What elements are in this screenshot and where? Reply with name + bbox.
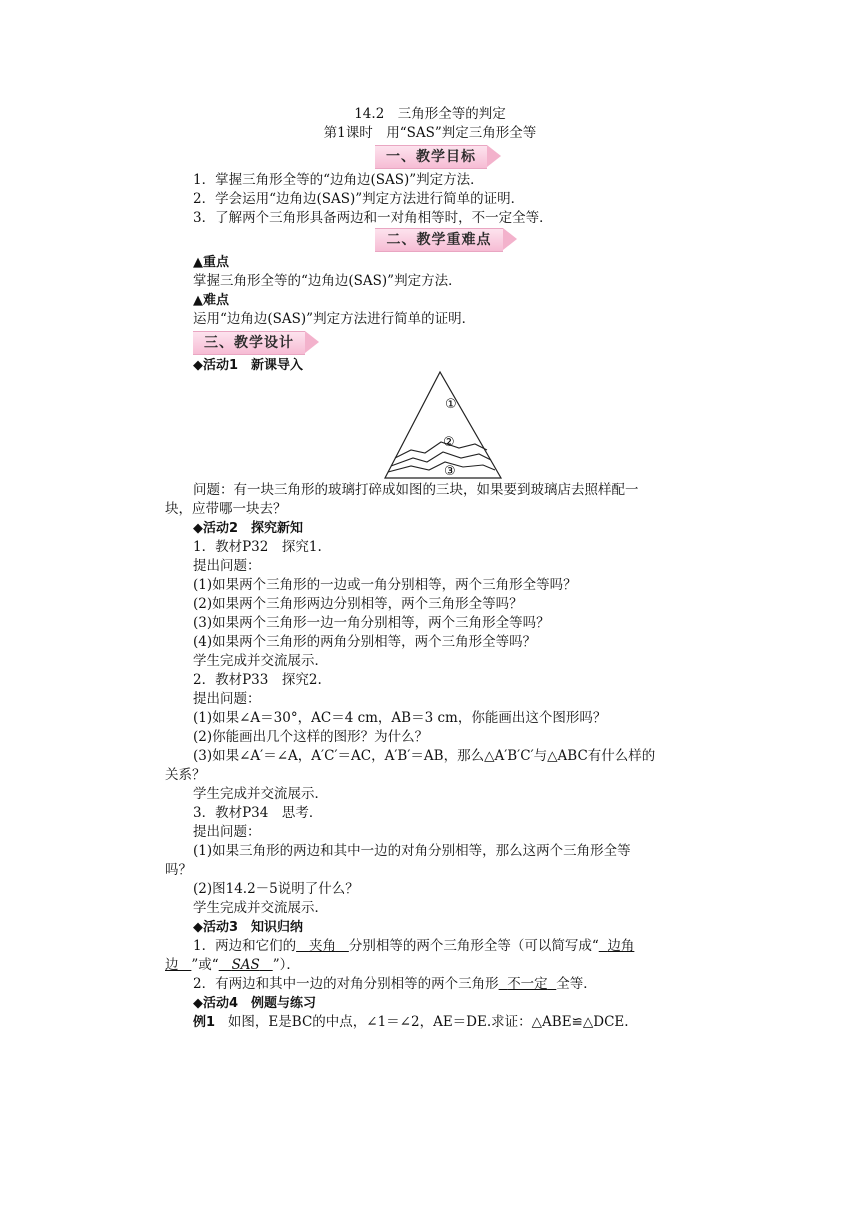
question-line-1: 问题：有一块三角形的玻璃打碎成如图的三块，如果要到玻璃店去照样配一 xyxy=(193,482,639,498)
zhongdian-label: ▲重点 xyxy=(193,255,229,270)
act2-line-3: (1)如果两个三角形的一边或一角分别相等，两个三角形全等吗？ xyxy=(193,577,577,593)
summary-2-end: 全等． xyxy=(556,976,597,992)
act2-line-6: (4)如果两个三角形的两角分别相等，两个三角形全等吗？ xyxy=(193,634,537,650)
act2-line-10: (1)如果∠A＝30°，AC＝4 cm，AB＝3 cm，你能画出这个图形吗？ xyxy=(193,710,607,726)
blank-answer-4 xyxy=(499,976,557,992)
question-line-2: 块，应带哪一块去？ xyxy=(165,501,287,517)
act2-line-13: 关系？ xyxy=(165,767,206,783)
piece-label-2: ② xyxy=(443,435,455,450)
summary-1-end: ”）． xyxy=(272,957,300,973)
section-banner-goals: 一、教学目标 xyxy=(375,145,501,167)
blank-answer-3 xyxy=(219,957,273,973)
nandian-text: 运用“边角边(SAS)”判定方法进行简单的证明． xyxy=(193,311,476,327)
zhongdian-text: 掌握三角形全等的“边角边(SAS)”判定方法． xyxy=(193,273,462,289)
blank-answer-1-text: 夹角 xyxy=(308,938,336,954)
blank-answer-2a xyxy=(599,938,635,954)
act2-line-14: 学生完成并交流展示． xyxy=(193,786,328,802)
act2-line-20: 学生完成并交流展示． xyxy=(193,900,328,916)
piece-label-1: ① xyxy=(445,397,457,412)
example-1-label: 例1 xyxy=(193,1015,216,1030)
summary-line-1b xyxy=(165,956,300,975)
summary-1-prefix: 1．两边和它们的 xyxy=(193,938,297,954)
crack-line-3 xyxy=(388,462,495,472)
act2-line-1: 1．教材P32 探究1. xyxy=(193,539,322,555)
section-banner-keypoints: 二、教学重难点 xyxy=(375,228,517,250)
summary-line-2 xyxy=(193,975,597,994)
blank-answer-2a-text: 边角 xyxy=(607,938,635,954)
broken-glass-figure xyxy=(383,370,503,482)
goal-2: 2．学会运用“边角边(SAS)”判定方法进行简单的证明． xyxy=(193,191,525,207)
blank-answer-3-text: SAS xyxy=(231,957,260,973)
act2-line-16: 提出问题： xyxy=(193,824,261,840)
act2-line-19: (2)图14.2－5说明了什么？ xyxy=(193,881,359,897)
act2-line-5: (3)如果两个三角形一边一角分别相等，两个三角形全等吗？ xyxy=(193,615,550,631)
section-banner-design: 三、教学设计 xyxy=(193,331,319,353)
activity-3-title: ◆活动3 知识归纳 xyxy=(193,920,304,935)
summary-1-middle-2: ”或“ xyxy=(191,957,219,973)
lesson-title: 14.2 三角形全等的判定 xyxy=(354,106,506,122)
summary-line-1 xyxy=(193,937,634,956)
act2-line-12: (3)如果∠A′＝∠A，A′C′＝AC，A′B′＝AB，那么△A′B′C′与△ABC有什么样的 xyxy=(193,748,656,764)
summary-2-prefix: 2．有两边和其中一边的对角分别相等的两个三角形 xyxy=(193,976,499,992)
goal-3: 3．了解两个三角形具备两边和一对角相等时，不一定全等． xyxy=(193,210,553,226)
activity-4-title: ◆活动4 例题与练习 xyxy=(193,996,317,1011)
goal-1: 1．掌握三角形全等的“边角边(SAS)”判定方法． xyxy=(193,172,484,188)
act2-line-17: (1)如果三角形的两边和其中一边的对角分别相等，那么这两个三角形全等 xyxy=(193,843,631,859)
summary-1-middle: 分别相等的两个三角形全等（可以简写成“ xyxy=(348,938,599,954)
act2-line-2: 提出问题： xyxy=(193,558,261,574)
blank-answer-4-text: 不一定 xyxy=(507,976,548,992)
act2-line-8: 2．教材P33 探究2. xyxy=(193,672,322,688)
nandian-label: ▲难点 xyxy=(193,293,229,308)
activity-2-title: ◆活动2 探究新知 xyxy=(193,521,304,536)
blank-answer-2b-text: 边 xyxy=(165,957,179,973)
act2-line-11: (2)你能画出几个这样的图形？为什么？ xyxy=(193,729,429,745)
blank-answer-1 xyxy=(296,938,349,954)
activity-1-title: ◆活动1 新课导入 xyxy=(193,358,304,373)
lesson-subtitle: 第1课时 用“SAS”判定三角形全等 xyxy=(323,125,537,141)
act2-line-9: 提出问题： xyxy=(193,691,261,707)
act2-line-18: 吗？ xyxy=(165,862,192,878)
example-1 xyxy=(193,1013,629,1032)
act2-line-15: 3．教材P34 思考． xyxy=(193,805,323,821)
act2-line-7: 学生完成并交流展示． xyxy=(193,653,328,669)
piece-label-3: ③ xyxy=(444,464,456,479)
example-1-text: 如图，E是BC的中点，∠1＝∠2，AE＝DE.求证：△ABE≌△DCE. xyxy=(227,1014,629,1030)
blank-answer-2b xyxy=(165,957,191,973)
act2-line-4: (2)如果两个三角形两边分别相等，两个三角形全等吗？ xyxy=(193,596,523,612)
